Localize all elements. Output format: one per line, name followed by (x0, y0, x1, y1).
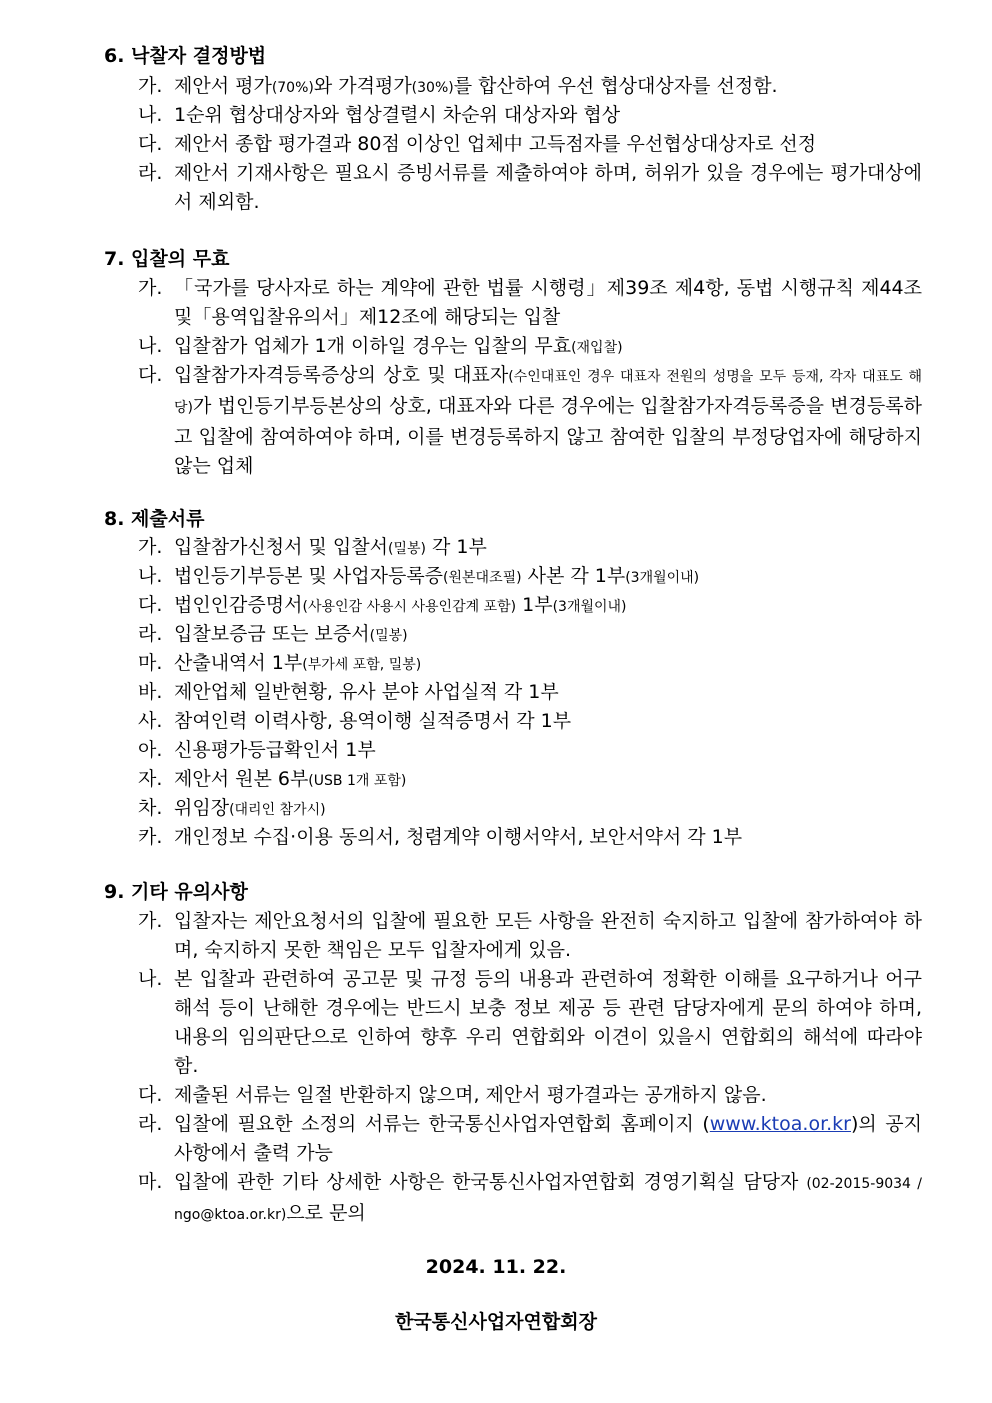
item-text: 제안업체 일반현황, 유사 분야 사업실적 각 1부 (174, 681, 559, 703)
s8-item-da (138, 591, 922, 622)
item-text: 법인등기부등본 및 사업자등록증(원본대조필) 사본 각 1부(3개월이내) (174, 565, 700, 587)
section-9-title: 9. 기타 유의사항 (104, 881, 248, 903)
item-marker: 바. (138, 681, 163, 703)
s9-item-ra (138, 1110, 922, 1168)
item-marker: 차. (138, 797, 163, 819)
s7-item-da (138, 361, 922, 481)
item-text: 제출된 서류는 일절 반환하지 않으며, 제안서 평가결과는 공개하지 않음. (174, 1084, 767, 1106)
item-text: 입찰참가자격등록증상의 상호 및 대표자(수인대표인 경우 대표자 전원의 성명을 모두 등재, 각자 대표도 해당)가 법인등기부등본상의 상호, 대표자와 다른 경우에는 입찰참가자격등록증을 변경등록하고 입찰에 참여하여야 하며, 이를 변경등록하지 않고 참여한 입찰의 부정당업자에 해당하지 않는 업체 (174, 364, 923, 477)
item-text: 개인정보 수집·이용 동의서, 청렴계약 이행서약서, 보안서약서 각 1부 (174, 826, 743, 848)
item-marker: 마. (138, 1171, 163, 1193)
item-marker: 가. (138, 536, 163, 558)
item-marker: 다. (138, 1084, 163, 1106)
item-text: 본 입찰과 관련하여 공고문 및 규정 등의 내용과 관련하여 정확한 이해를 요구하거나 어구해석 등이 난해한 경우에는 반드시 보충 정보 제공 등 관련 담당자에게 문의 하여야 하며, 내용의 임의판단으로 인하여 향후 우리 연합회와 이견이 있을시 연합회의 해석에 따라야 함. (174, 968, 922, 1077)
item-text: 입찰자는 제안요청서의 입찰에 필요한 모든 사항을 완전히 숙지하고 입찰에 참가하여야 하며, 숙지하지 못한 책임은 모두 입찰자에게 있음. (174, 910, 922, 961)
item-marker: 사. (138, 710, 163, 732)
s8-item-ka (138, 823, 922, 852)
item-marker: 나. (138, 968, 163, 990)
item-marker: 가. (138, 910, 163, 932)
s8-item-ba (138, 678, 922, 707)
item-marker: 가. (138, 277, 163, 299)
item-marker: 나. (138, 565, 163, 587)
item-text: 입찰참가신청서 및 입찰서(밀봉) 각 1부 (174, 536, 487, 558)
item-marker: 가. (138, 75, 163, 97)
item-text: 법인인감증명서(사용인감 사용시 사용인감계 포함) 1부(3개월이내) (174, 594, 627, 616)
item-marker: 라. (138, 1113, 163, 1135)
s9-item-ga (138, 907, 922, 965)
item-text: 「국가를 당사자로 하는 계약에 관한 법률 시행령」제39조 제4항, 동법 시행규칙 제44조 및「용역입찰유의서」제12조에 해당되는 입찰 (174, 277, 922, 328)
section-8-title: 8. 제출서류 (104, 508, 205, 530)
item-text: 위임장(대리인 참가시) (174, 797, 326, 819)
item-marker: 나. (138, 335, 163, 357)
item-marker: 다. (138, 133, 163, 155)
section-7-title: 7. 입찰의 무효 (104, 248, 230, 270)
document-date: 2024. 11. 22. (425, 1256, 567, 1278)
item-marker: 다. (138, 364, 163, 386)
item-text: 참여인력 이력사항, 용역이행 실적증명서 각 1부 (174, 710, 572, 732)
s7-item-ga (138, 274, 922, 332)
s8-item-ra (138, 620, 922, 651)
item-marker: 자. (138, 768, 163, 790)
s7-item-na (138, 332, 922, 363)
s6-item-na (138, 101, 922, 130)
s8-item-ma (138, 649, 922, 680)
item-marker: 마. (138, 652, 163, 674)
item-marker: 카. (138, 826, 163, 848)
issuer-name: 한국통신사업자연합회장 (395, 1311, 597, 1333)
item-text: 신용평가등급확인서 1부 (174, 739, 376, 761)
section-6-title: 6. 낙찰자 결정방법 (104, 45, 267, 67)
item-text: 제안서 평가(70%)와 가격평가(30%)를 합산하여 우선 협상대상자를 선정함. (174, 75, 778, 97)
s6-item-ga (138, 72, 922, 103)
item-marker: 아. (138, 739, 163, 761)
s8-item-ga (138, 533, 922, 564)
item-marker: 다. (138, 594, 163, 616)
item-text: 입찰에 관한 기타 상세한 사항은 한국통신사업자연합회 경영기획실 담당자 (02-2015-9034 / ngo@ktoa.or.kr)으로 문의 (174, 1171, 922, 1224)
item-text: 제안서 기재사항은 필요시 증빙서류를 제출하여야 하며, 허위가 있을 경우에는 평가대상에서 제외함. (174, 162, 922, 213)
s8-item-sa (138, 707, 922, 736)
ktoa-homepage-link[interactable]: www.ktoa.or.kr (709, 1113, 851, 1135)
s8-item-cha (138, 794, 922, 825)
item-text: 입찰참가 업체가 1개 이하일 경우는 입찰의 무효(재입찰) (174, 335, 623, 357)
s6-item-ra (138, 159, 922, 217)
item-text: 1순위 협상대상자와 협상결렬시 차순위 대상자와 협상 (174, 104, 621, 126)
s9-item-na (138, 965, 922, 1081)
item-text: 입찰에 필요한 소정의 서류는 한국통신사업자연합회 홈페이지 (www.ktoa.or.kr)의 공지사항에서 출력 가능 (174, 1113, 922, 1164)
item-text: 산출내역서 1부(부가세 포함, 밀봉) (174, 652, 422, 674)
s9-item-da (138, 1081, 922, 1110)
item-text: 제안서 종합 평가결과 80점 이상인 업체中 고득점자를 우선협상대상자로 선정 (174, 133, 817, 155)
s9-item-ma (138, 1168, 922, 1230)
s8-item-aa (138, 736, 922, 765)
item-marker: 라. (138, 162, 163, 184)
s8-item-ja (138, 765, 922, 796)
s8-item-na (138, 562, 922, 593)
item-marker: 라. (138, 623, 163, 645)
item-text: 입찰보증금 또는 보증서(밀봉) (174, 623, 408, 645)
item-marker: 나. (138, 104, 163, 126)
item-text: 제안서 원본 6부(USB 1개 포함) (174, 768, 407, 790)
s6-item-da (138, 130, 922, 159)
